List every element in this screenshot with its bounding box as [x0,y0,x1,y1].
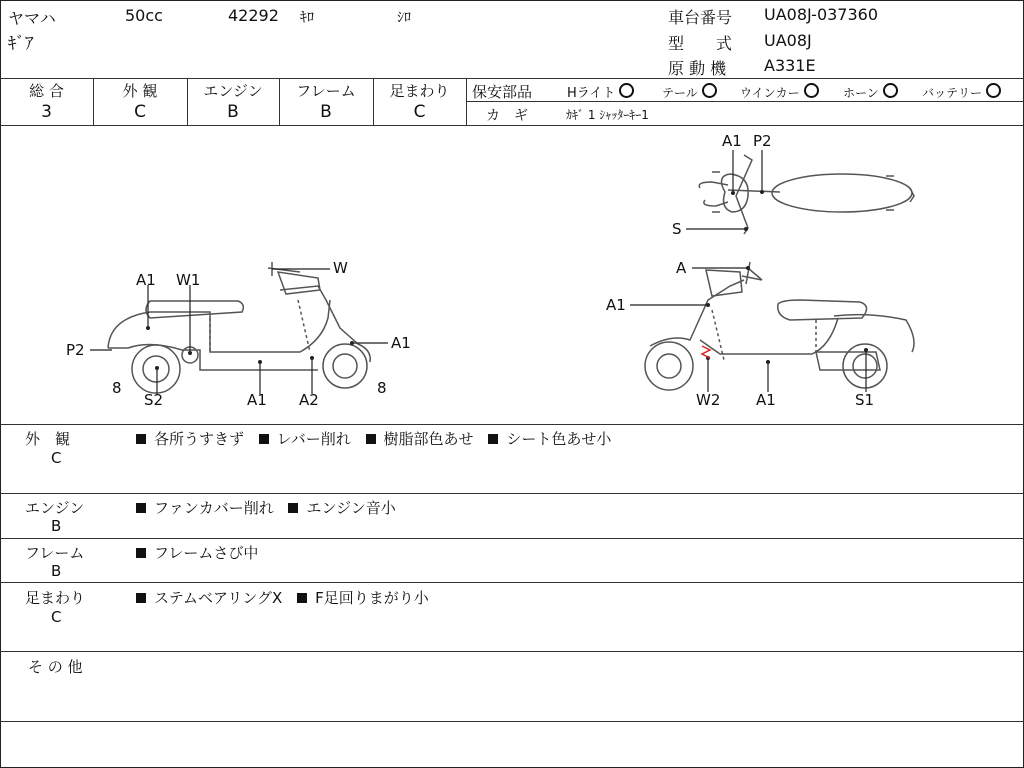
note-suspension-category: 足まわり [25,589,86,607]
note-rule [0,582,1024,583]
label-a-handle: A [676,259,687,277]
note-engine-category: エンジン [25,499,85,517]
frame-grade-label: フレーム [296,82,356,100]
ok-circle-icon [619,83,634,98]
label-a2: A2 [299,391,319,409]
safety-battery: バッテリー [922,83,1001,101]
exterior-label: 外 観 [122,82,158,100]
ok-circle-icon [883,83,898,98]
grade-divider [466,78,467,125]
scooter-top-view [699,155,914,234]
key-label: カ ギ [486,108,528,124]
bullet-square-icon [136,434,146,444]
exterior-grade: C [134,102,146,122]
label-w2: W2 [696,391,721,409]
ok-circle-icon [804,83,819,98]
diagram-bottom-rule [0,424,1024,425]
frame-no: UA08J-037360 [764,5,879,24]
note-suspension-items: ステムベアリングX F足回りまがり小 [136,587,429,608]
color: ｼﾛ [397,10,411,26]
label-a1-front: A1 [391,334,411,352]
note-rule [0,493,1024,494]
safety-label: 保安部品 [472,83,533,101]
note-exterior-items: 各所うすきず レバー削れ 樹脂部色あせ シート色あせ小 [136,428,611,449]
safety-winker: ウインカー [740,83,819,101]
safety-tail: テール [662,83,717,101]
bullet-square-icon [366,434,376,444]
bullet-square-icon [259,434,269,444]
label-w: W [333,259,348,277]
note-suspension-grade: C [51,608,62,626]
ok-circle-icon [702,83,717,98]
label-s2: S2 [144,391,164,409]
suspension-label: 足まわり [389,82,450,100]
bullet-square-icon [288,503,298,513]
engine-label: 原 動 機 [668,59,727,78]
note-rule [0,721,1024,722]
suspension-grade: C [413,102,426,122]
scooter-right-view [645,262,914,390]
label-s-top: S [672,220,682,238]
safety-mid-rule [466,101,1024,102]
label-a1-top: A1 [722,132,742,150]
note-frame-grade: B [51,562,62,580]
note-exterior-category: 外 観 [25,430,71,448]
displacement: 50cc [125,6,163,25]
label-a1-floor: A1 [247,391,267,409]
note-rule [0,538,1024,539]
maker: ヤマハ [8,9,56,28]
label-w1: W1 [176,271,201,289]
mileage: 42292 [228,6,279,25]
note-frame-items: フレームさび中 [136,542,258,563]
overall-grade: 3 [41,102,52,122]
bullet-square-icon [136,593,146,603]
bullet-square-icon [136,548,146,558]
label-8-left: 8 [112,379,122,397]
note-rule [0,651,1024,652]
bullet-square-icon [297,593,307,603]
note-exterior-grade: C [51,449,62,467]
engine-grade: B [227,102,239,122]
label-p2-top: P2 [753,132,772,150]
note-engine-items: ファンカバー削れ エンジン音小 [136,497,396,518]
engine-value: A331E [764,56,816,75]
model-name: ｷﾞｱ [8,34,34,54]
safety-horn: ホーン [843,83,898,101]
frame-no-label: 車台番号 [668,8,733,27]
ok-circle-icon [986,83,1001,98]
engine-grade-label: エンジン [203,82,263,100]
mileage-unit: ｷﾛ [300,10,314,26]
type-label: 型 式 [668,34,733,53]
note-frame-category: フレーム [25,544,85,562]
type-value: UA08J [764,31,812,50]
note-other-category: そ の 他 [28,658,83,676]
key-value: ｶｷﾞ 1 ｼｬｯﾀｰｷｰ1 [566,108,649,122]
grade-top-rule [0,78,1024,79]
label-s1: S1 [855,391,875,409]
frame-grade: B [320,102,332,122]
safety-headlight: Hライト [567,82,634,101]
note-engine-grade: B [51,517,62,535]
label-p2-left: P2 [66,341,85,359]
label-a1-cowl: A1 [606,296,626,314]
label-a1-right-floor: A1 [756,391,776,409]
bullet-square-icon [136,503,146,513]
label-a1-seat: A1 [136,271,156,289]
overall-label: 総 合 [29,82,64,100]
label-8-right: 8 [377,379,387,397]
bullet-square-icon [488,434,498,444]
